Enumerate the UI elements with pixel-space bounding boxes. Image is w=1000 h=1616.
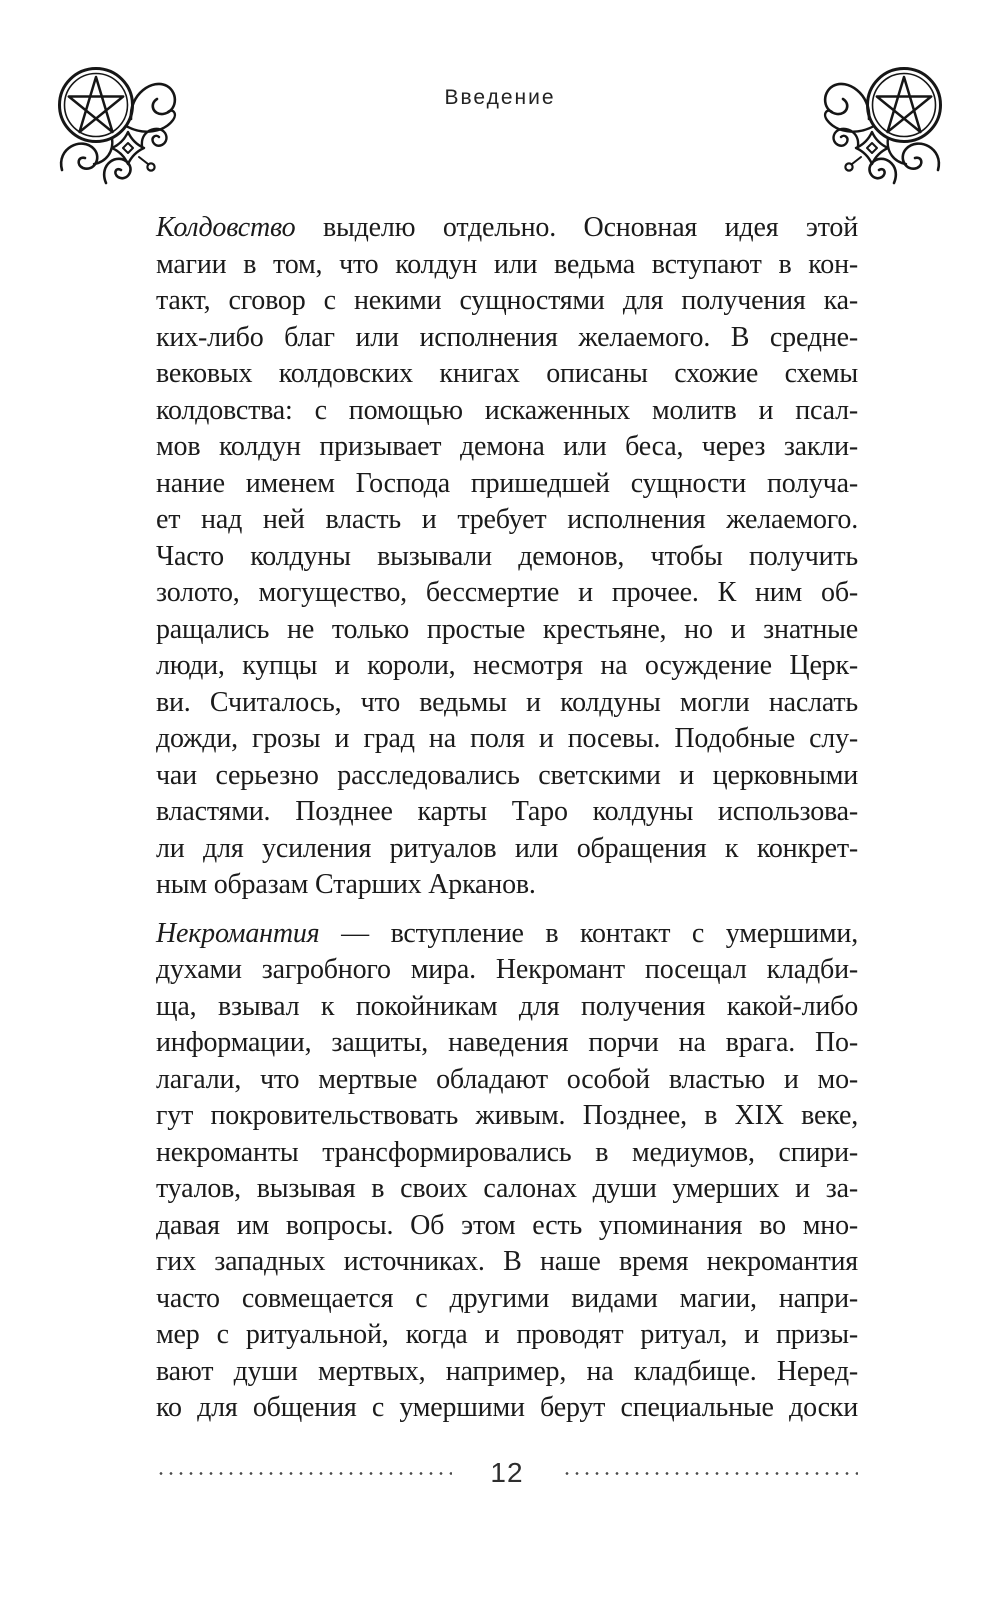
- text-line: ращались не только простые крестьяне, но и знатные: [156, 613, 858, 645]
- text-line: ви. Считалось, что ведьмы и колдуны могли наслать: [156, 686, 858, 718]
- text-line: часто совмещается с другими видами магии, напри-: [156, 1282, 858, 1314]
- page-title: Введение: [444, 86, 556, 109]
- dotted-rule-right: [562, 1472, 858, 1475]
- body-text: [156, 210, 858, 1427]
- text-line: мов колдун призывает демона или беса, через закли-: [156, 431, 858, 462]
- text-line: лагали, что мертвые обладают особой властью и мо-: [156, 1063, 858, 1095]
- text-line: мер с ритуальной, когда и проводят ритуал, и призы-: [156, 1319, 858, 1350]
- pentacle-flourish-icon: [816, 64, 944, 190]
- text-line: давая им вопросы. Об этом есть упоминания во мно-: [156, 1209, 858, 1241]
- text-line: ли для усиления ритуалов или обращения к конкрет-: [156, 832, 858, 864]
- text-segment: выделю отдельно. Основная идея этой: [295, 212, 858, 243]
- text-line: ко для общения с умершими берут специальные доски: [156, 1392, 858, 1423]
- text-line: властями. Позднее карты Таро колдуны использова-: [156, 796, 858, 827]
- text-line: ет над ней власть и требует исполнения желаемого.: [156, 504, 858, 535]
- text-line: духами загробного мира. Некромант посещал кладби-: [156, 954, 858, 985]
- text-line: туалов, вызывая в своих салонах души умерших и за-: [156, 1173, 858, 1204]
- text-line: Часто колдуны вызывали демонов, чтобы получить: [156, 540, 858, 572]
- text-line: люди, купцы и короли, несмотря на осуждение Церк-: [156, 650, 858, 681]
- page-footer: [156, 1452, 858, 1494]
- text-segment: — вступление в контакт с умершими,: [319, 917, 858, 949]
- text-line: вековых колдовских книгах описаны схожие схемы: [156, 358, 858, 389]
- pentacle-flourish-icon: [56, 64, 184, 190]
- dotted-rule-left: [156, 1472, 452, 1475]
- paragraph: [156, 916, 858, 1427]
- page-number: 12: [490, 1457, 524, 1488]
- text-line: ких-либо благ или исполнения желаемого. В средне-: [156, 321, 858, 353]
- text-line: золото, могущество, бессмертие и прочее. К ним об-: [156, 577, 858, 608]
- text-line: чаи серьезно расследовались светскими и церковными: [156, 759, 858, 791]
- text-line: информации, защиты, наведения порчи на врага. По-: [156, 1027, 858, 1058]
- text-line: такт, сговор с некими сущностями для получения ка-: [156, 285, 858, 316]
- paragraph: [156, 210, 858, 904]
- term-emphasis: Колдовство: [156, 212, 296, 243]
- text-line: колдовства: с помощью искаженных молитв и псал-: [156, 394, 858, 426]
- text-line: магии в том, что колдун или ведьма вступают в кон-: [156, 248, 858, 280]
- text-line: некроманты трансформировались в медиумов, спири-: [156, 1136, 858, 1168]
- term-emphasis: Некромантия: [156, 917, 320, 949]
- text-line: нание именем Господа пришедшей сущности получа-: [156, 467, 858, 499]
- text-line: гих западных источниках. В наше время некромантия: [156, 1246, 858, 1277]
- text-line: ща, взывал к покойникам для получения какой-либо: [156, 990, 858, 1022]
- text-line: [156, 210, 858, 247]
- text-line: дожди, грозы и град на поля и посевы. Подобные слу-: [156, 723, 858, 754]
- text-line: ным образам Старших Арканов.: [156, 869, 536, 900]
- text-line: гут покровительствовать живым. Позднее, в XIX веке,: [156, 1100, 858, 1131]
- text-line: вают души мертвых, например, на кладбище. Неред-: [156, 1355, 858, 1387]
- text-line: [156, 916, 858, 953]
